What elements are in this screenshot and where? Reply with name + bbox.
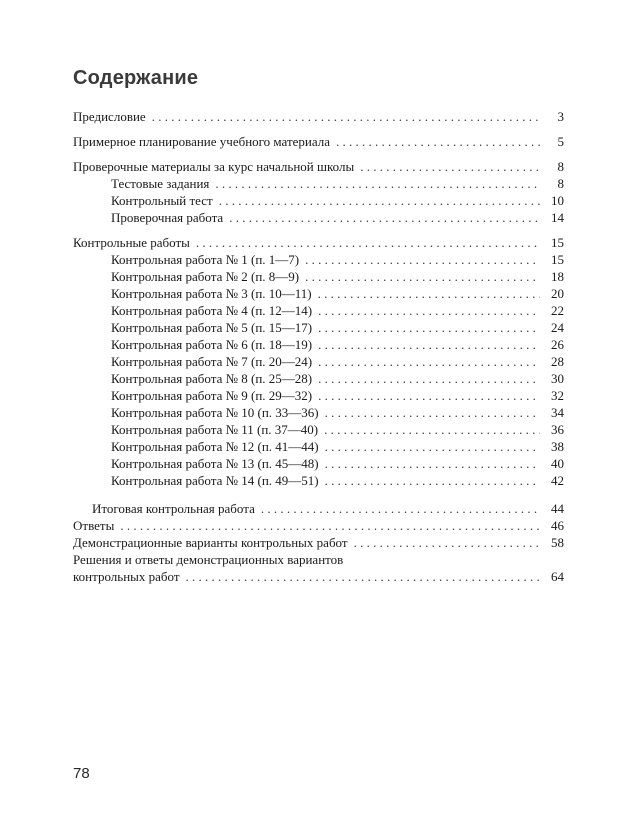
dot-leader <box>318 319 540 336</box>
dot-leader <box>336 133 540 150</box>
dot-leader <box>305 268 540 285</box>
toc-entry-label: Демонстрационные варианты контрольных работ <box>73 535 348 550</box>
page-title: Содержание <box>73 67 199 89</box>
toc-entry-label: Контрольная работа № 11 (п. 37—40) <box>111 422 319 437</box>
toc-entry-label: Контрольная работа № 10 (п. 33—36) <box>111 405 319 420</box>
toc-entry-page: 5 <box>557 134 564 149</box>
toc-entry-label: Решения и ответы демонстрационных вариантов <box>73 552 344 567</box>
toc-entry-label: Контрольная работа № 13 (п. 45—48) <box>111 456 319 471</box>
toc-entry-page: 64 <box>551 569 564 584</box>
toc-entry-label: Контрольная работа № 9 (п. 29—32) <box>111 388 313 403</box>
toc-entry-page: 15 <box>551 252 564 267</box>
toc-entry-label: Итоговая контрольная работа <box>92 501 255 516</box>
toc-entry-label: Контрольная работа № 2 (п. 8—9) <box>111 269 300 284</box>
toc-entry-label: Предисловие <box>73 109 146 124</box>
toc-entry-label: контрольных работ <box>73 569 180 584</box>
toc-entry-page: 46 <box>551 518 564 533</box>
dot-leader <box>305 251 540 268</box>
toc-entry-cw13 <box>73 455 564 472</box>
toc-entry-cw11 <box>73 421 564 438</box>
toc-entry-cw7 <box>73 353 564 370</box>
toc-entry-tests <box>73 175 564 192</box>
toc-entry-label: Контрольный тест <box>111 193 213 208</box>
table-of-contents <box>73 108 564 585</box>
dot-leader <box>219 192 540 209</box>
toc-entry-cw6 <box>73 336 564 353</box>
toc-entry-cw5 <box>73 319 564 336</box>
toc-entry-solutions-line2 <box>73 568 564 585</box>
dot-leader <box>318 302 540 319</box>
dot-leader <box>186 568 540 585</box>
toc-entry-page: 36 <box>551 422 564 437</box>
toc-entry-cw12 <box>73 438 564 455</box>
toc-entry-cw1 <box>73 251 564 268</box>
dot-leader <box>318 353 540 370</box>
dot-leader <box>196 234 540 251</box>
dot-leader <box>325 404 540 421</box>
dot-leader <box>318 336 540 353</box>
dot-leader <box>325 472 540 489</box>
dot-leader <box>120 517 540 534</box>
toc-entry-page: 34 <box>551 405 564 420</box>
toc-entry-control-works <box>73 234 564 251</box>
toc-entry-label: Контрольная работа № 12 (п. 41—44) <box>111 439 319 454</box>
dot-leader <box>324 421 540 438</box>
toc-entry-primary <box>73 158 564 175</box>
toc-entry-label: Ответы <box>73 518 115 533</box>
toc-entry-preface <box>73 108 564 125</box>
dot-leader <box>354 534 540 551</box>
toc-entry-cw4 <box>73 302 564 319</box>
toc-entry-solutions-line1 <box>73 551 564 568</box>
toc-entry-planning <box>73 133 564 150</box>
page-number: 78 <box>73 765 90 782</box>
toc-entry-page: 8 <box>557 159 564 174</box>
toc-entry-label: Проверочная работа <box>111 210 224 225</box>
dot-leader <box>215 175 540 192</box>
toc-entry-label: Тестовые задания <box>111 176 210 191</box>
toc-entry-cw14 <box>73 472 564 489</box>
toc-entry-label: Контрольные работы <box>73 235 190 250</box>
toc-entry-page: 26 <box>551 337 564 352</box>
toc-entry-page: 14 <box>551 210 564 225</box>
toc-entry-check-work <box>73 209 564 226</box>
toc-entry-cw9 <box>73 387 564 404</box>
toc-entry-label: Контрольная работа № 14 (п. 49—51) <box>111 473 319 488</box>
toc-entry-page: 3 <box>557 109 564 124</box>
toc-entry-page: 38 <box>551 439 564 454</box>
toc-entry-page: 58 <box>551 535 564 550</box>
toc-entry-control-test <box>73 192 564 209</box>
toc-entry-label: Контрольная работа № 1 (п. 1—7) <box>111 252 300 267</box>
toc-entry-label: Контрольная работа № 7 (п. 20—24) <box>111 354 313 369</box>
toc-entry-label: Примерное планирование учебного материала <box>73 134 331 149</box>
toc-entry-final <box>73 500 564 517</box>
toc-entry-page: 15 <box>551 235 564 250</box>
dot-leader <box>261 500 540 517</box>
dot-leader <box>360 158 540 175</box>
dot-leader <box>325 455 540 472</box>
toc-entry-page: 42 <box>551 473 564 488</box>
toc-entry-page: 30 <box>551 371 564 386</box>
toc-entry-page: 28 <box>551 354 564 369</box>
toc-entry-label: Контрольная работа № 8 (п. 25—28) <box>111 371 313 386</box>
toc-entry-page: 22 <box>551 303 564 318</box>
dot-leader <box>318 387 540 404</box>
dot-leader <box>325 438 540 455</box>
dot-leader <box>229 209 540 226</box>
toc-entry-label: Контрольная работа № 5 (п. 15—17) <box>111 320 313 335</box>
toc-entry-label: Контрольная работа № 4 (п. 12—14) <box>111 303 313 318</box>
toc-entry-cw8 <box>73 370 564 387</box>
toc-entry-answers <box>73 517 564 534</box>
toc-entry-page: 40 <box>551 456 564 471</box>
toc-entry-cw10 <box>73 404 564 421</box>
dot-leader <box>152 108 540 125</box>
toc-entry-page: 18 <box>551 269 564 284</box>
toc-entry-label: Контрольная работа № 6 (п. 18—19) <box>111 337 313 352</box>
toc-entry-cw2 <box>73 268 564 285</box>
toc-entry-page: 44 <box>551 501 564 516</box>
toc-entry-page: 32 <box>551 388 564 403</box>
dot-leader <box>318 285 540 302</box>
dot-leader <box>318 370 540 387</box>
toc-entry-page: 10 <box>551 193 564 208</box>
toc-entry-label: Контрольная работа № 3 (п. 10—11) <box>111 286 312 301</box>
toc-entry-cw3 <box>73 285 564 302</box>
toc-entry-page: 20 <box>551 286 564 301</box>
toc-entry-demo <box>73 534 564 551</box>
toc-entry-page: 8 <box>557 176 564 191</box>
toc-entry-page: 24 <box>551 320 564 335</box>
toc-entry-label: Проверочные материалы за курс начальной школы <box>73 159 355 174</box>
